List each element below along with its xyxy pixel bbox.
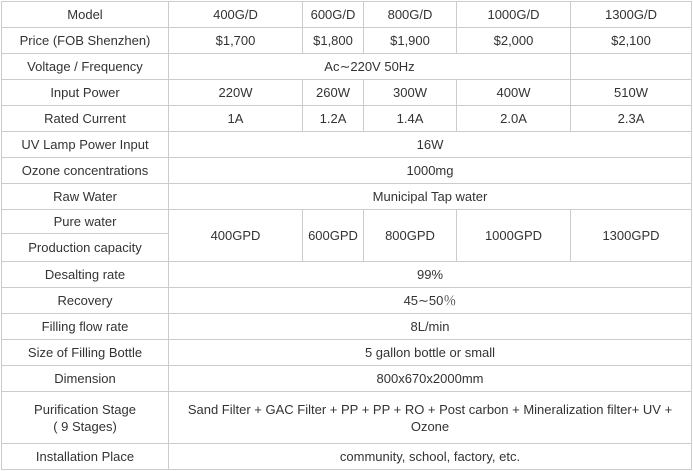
- label-recovery: Recovery: [2, 288, 169, 314]
- row-input-power: [2, 80, 692, 106]
- input-power-800: 300W: [364, 80, 457, 106]
- label-desalting: Desalting rate: [2, 262, 169, 288]
- label-uv-lamp: UV Lamp Power Input: [2, 132, 169, 158]
- bottle-value: 5 gallon bottle or small: [169, 340, 692, 366]
- label-ozone: Ozone concentrations: [2, 158, 169, 184]
- label-input-power: Input Power: [2, 80, 169, 106]
- uv-lamp-value: 16W: [169, 132, 692, 158]
- purification-value: Sand Filter + GAC Filter + PP + PP + RO + Post carbon + Mineralization filter+ UV + Ozone: [169, 392, 692, 444]
- row-installation: [2, 444, 692, 470]
- production-1300: 1300GPD: [571, 210, 692, 262]
- input-power-600: 260W: [303, 80, 364, 106]
- recovery-value: 45∼50％: [169, 288, 692, 314]
- production-800: 800GPD: [364, 210, 457, 262]
- price-1300: $2,100: [571, 28, 692, 54]
- production-1000: 1000GPD: [457, 210, 571, 262]
- row-model: [2, 2, 692, 28]
- price-800: $1,900: [364, 28, 457, 54]
- row-uv-lamp: [2, 132, 692, 158]
- label-purification: [2, 392, 169, 444]
- model-600: 600G/D: [303, 2, 364, 28]
- row-recovery: [2, 288, 692, 314]
- row-rated-current: [2, 106, 692, 132]
- label-price: Price (FOB Shenzhen): [2, 28, 169, 54]
- rated-current-800: 1.4A: [364, 106, 457, 132]
- label-pure-water: Pure water: [2, 210, 169, 234]
- model-1300: 1300G/D: [571, 2, 692, 28]
- desalting-value: 99%: [169, 262, 692, 288]
- rated-current-1300: 2.3A: [571, 106, 692, 132]
- row-desalting: [2, 262, 692, 288]
- rated-current-400: 1A: [169, 106, 303, 132]
- row-bottle: [2, 340, 692, 366]
- row-raw-water: [2, 184, 692, 210]
- row-purification: [2, 392, 692, 444]
- row-filling-flow: [2, 314, 692, 340]
- ozone-value: 1000mg: [169, 158, 692, 184]
- input-power-400: 220W: [169, 80, 303, 106]
- production-600: 600GPD: [303, 210, 364, 262]
- price-400: $1,700: [169, 28, 303, 54]
- input-power-1000: 400W: [457, 80, 571, 106]
- voltage-value: Ac∼220V 50Hz: [169, 54, 571, 80]
- label-voltage: Voltage / Frequency: [2, 54, 169, 80]
- spec-table: [1, 1, 692, 470]
- production-400: 400GPD: [169, 210, 303, 262]
- row-pure-water: [2, 210, 692, 234]
- filling-flow-value: 8L/min: [169, 314, 692, 340]
- raw-water-value: Municipal Tap water: [169, 184, 692, 210]
- model-400: 400G/D: [169, 2, 303, 28]
- label-dimension: Dimension: [2, 366, 169, 392]
- label-production-capacity: Production capacity: [2, 234, 169, 262]
- price-1000: $2,000: [457, 28, 571, 54]
- label-raw-water: Raw Water: [2, 184, 169, 210]
- rated-current-600: 1.2A: [303, 106, 364, 132]
- row-price: [2, 28, 692, 54]
- label-purification-line2: ( 9 Stages): [53, 418, 117, 434]
- installation-value: community, school, factory, etc.: [169, 444, 692, 470]
- row-ozone: [2, 158, 692, 184]
- label-model: Model: [2, 2, 169, 28]
- label-bottle: Size of Filling Bottle: [2, 340, 169, 366]
- label-filling-flow: Filling flow rate: [2, 314, 169, 340]
- voltage-empty-cell: [571, 54, 692, 80]
- row-voltage: [2, 54, 692, 80]
- label-purification-line1: Purification Stage: [34, 401, 136, 417]
- model-1000: 1000G/D: [457, 2, 571, 28]
- rated-current-1000: 2.0A: [457, 106, 571, 132]
- model-800: 800G/D: [364, 2, 457, 28]
- dimension-value: 800x670x2000mm: [169, 366, 692, 392]
- label-installation: Installation Place: [2, 444, 169, 470]
- row-dimension: [2, 366, 692, 392]
- label-rated-current: Rated Current: [2, 106, 169, 132]
- input-power-1300: 510W: [571, 80, 692, 106]
- price-600: $1,800: [303, 28, 364, 54]
